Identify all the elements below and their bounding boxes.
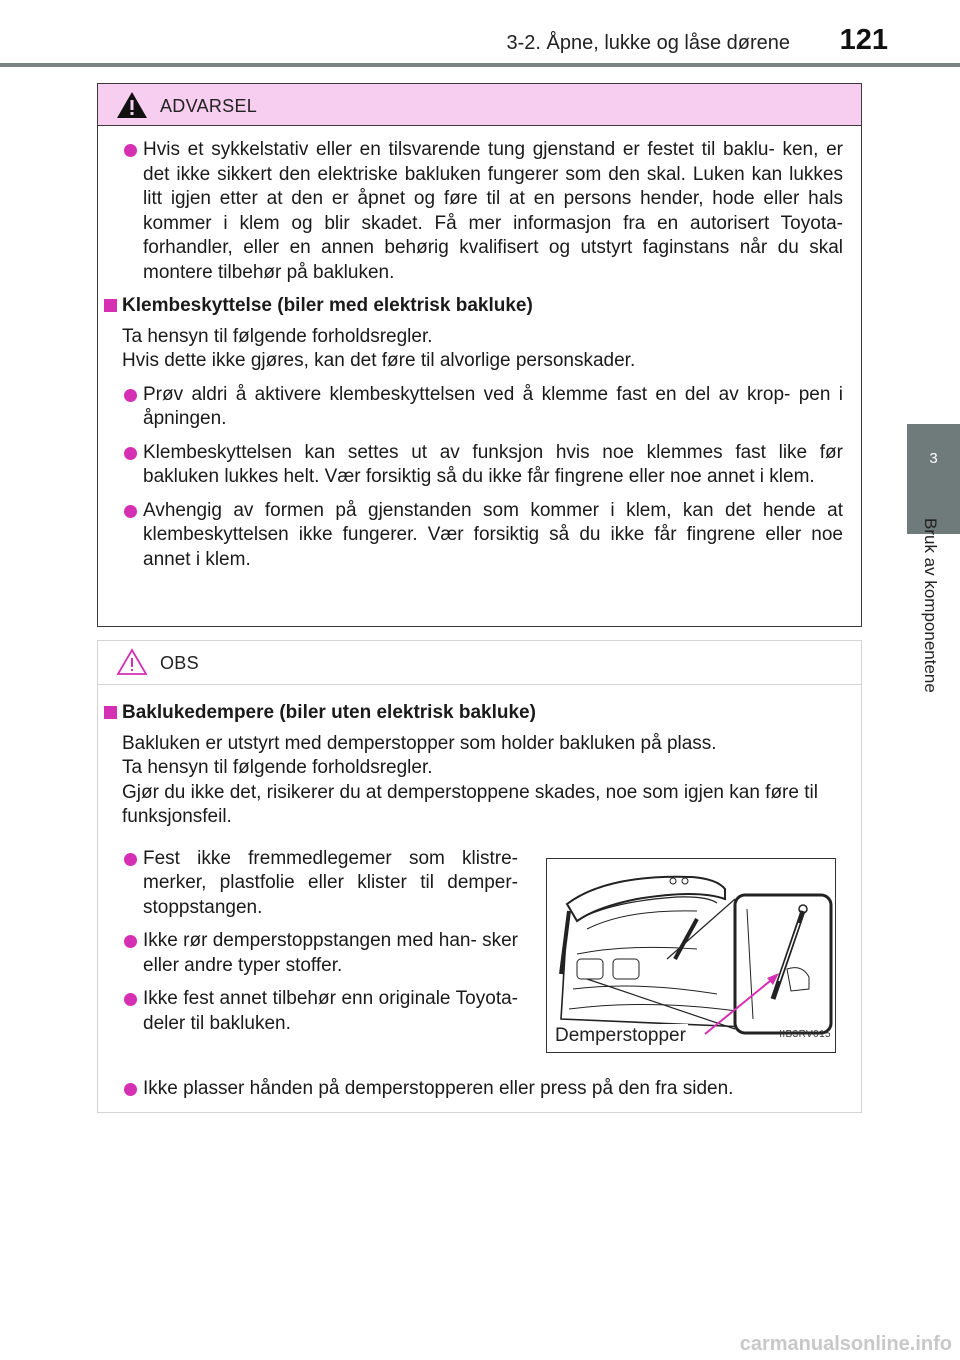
notice-intro-line: Ta hensyn til følgende forholdsregler.	[122, 757, 433, 778]
notice-subheading	[98, 701, 861, 726]
list-item	[98, 441, 853, 490]
notice-intro-line: Bakluken er utstyrt med demperstopper som holder bakluken på plass.	[122, 732, 717, 754]
warning-label: ADVARSEL	[160, 96, 258, 116]
list-item	[98, 929, 528, 978]
square-bullet-icon	[104, 706, 117, 719]
notice-subheading-text: Baklukedempere (biler uten elektrisk bakluke)	[122, 702, 536, 723]
list-item	[98, 847, 528, 921]
notice-label: OBS	[160, 653, 199, 673]
page-number: 121	[839, 24, 888, 56]
bullet-dot-icon	[124, 144, 137, 157]
warning-bullet-text: Prøv aldri å aktivere klembeskyttelsen ved å klemme fast en del av krop- pen i åpningen.	[143, 383, 843, 429]
square-bullet-icon	[104, 299, 117, 312]
warning-body	[98, 138, 861, 581]
bullet-dot-icon	[124, 505, 137, 518]
notice-bullet-text: Ikke fest annet tilbehør enn originale Toyota-deler til bakluken.	[143, 988, 518, 1034]
bullet-dot-icon	[124, 447, 137, 460]
notice-bullets	[98, 839, 528, 1046]
warning-subheading-text: Klembeskyttelse (biler med elektrisk bakluke)	[122, 295, 533, 316]
chapter-title	[920, 518, 946, 738]
notice-bullet-text: Fest ikke fremmedlegemer som klistre- merker, plastfolie eller klister til demper- stoppstangen.	[143, 847, 518, 918]
caution-triangle-icon	[115, 647, 149, 677]
notice-bullet-text: Ikke plasser hånden på demperstopperen eller press på den fra siden.	[143, 1077, 734, 1099]
bullet-dot-icon	[124, 993, 137, 1006]
warning-bullet-text: Hvis et sykkelstativ eller en tilsvarende tung gjenstand er festet til baklu- ken, er det ikke sikkert den elektriske bakluken fungerer som den skal. Luken kan lukkes litt igjen etter at den er åpnet og føre til at en persons hender, hode eller hals kommer i klem og blir skadet. Få mer informasjon fra en autorisert Toyota-forhandler, eller en annen behørig kvalifisert og utstyrt faginstans når du skal montere tilbehør på bakluken.	[143, 139, 843, 283]
list-item	[98, 1077, 861, 1102]
list-item	[98, 383, 853, 432]
header-rule	[0, 63, 960, 67]
bullet-dot-icon	[124, 853, 137, 866]
warning-intro-line: Hvis dette ikke gjøres, kan det føre til alvorlige personskader.	[122, 350, 636, 371]
list-item	[98, 138, 853, 285]
page-header	[0, 0, 960, 66]
warning-bullet-text: Klembeskyttelsen kan settes ut av funksjon hvis noe klemmes fast like før bakluken lukkes helt. Vær forsiktig så du ikke får fingrene eller noe annet i klem.	[143, 441, 843, 487]
notice-intro	[98, 732, 861, 830]
notice-header	[98, 641, 861, 685]
bullet-dot-icon	[124, 935, 137, 948]
bullet-dot-icon	[124, 1083, 137, 1096]
chapter-title-text: Bruk av komponentene	[921, 518, 940, 693]
notice-body	[98, 701, 861, 1110]
warning-subheading	[98, 294, 853, 319]
notice-split	[98, 839, 861, 1075]
section-title: 3-2. Åpne, lukke og låse dørene	[506, 32, 790, 54]
warning-intro	[98, 325, 853, 374]
warning-header	[98, 84, 861, 126]
figure-label: Demperstopper	[553, 1024, 688, 1049]
warning-intro-line: Ta hensyn til følgende forholdsregler.	[122, 325, 433, 347]
watermark: carmanualsonline.info	[739, 1333, 952, 1355]
chapter-number: 3	[929, 450, 938, 467]
warning-triangle-icon	[115, 90, 149, 120]
warning-box	[97, 83, 862, 627]
figure-code: IIB3RV015	[779, 1029, 831, 1040]
warning-bullet-text: Avhengig av formen på gjenstanden som kommer i klem, kan det hende at klembeskyttelsen ikke fungerer. Vær forsiktig så du ikke får fingrene eller noe annet i klem.	[143, 499, 843, 570]
list-item	[98, 499, 853, 573]
list-item	[98, 987, 528, 1036]
strut-illustration	[546, 858, 836, 1053]
notice-intro-line: Gjør du ikke det, risikerer du at demperstoppene skades, noe som igjen kan føre til funksjonsfeil.	[122, 781, 818, 827]
notice-box	[97, 640, 862, 1113]
bullet-dot-icon	[124, 389, 137, 402]
notice-bullet-text: Ikke rør demperstoppstangen med han- sker eller andre typer stoffer.	[143, 930, 518, 976]
